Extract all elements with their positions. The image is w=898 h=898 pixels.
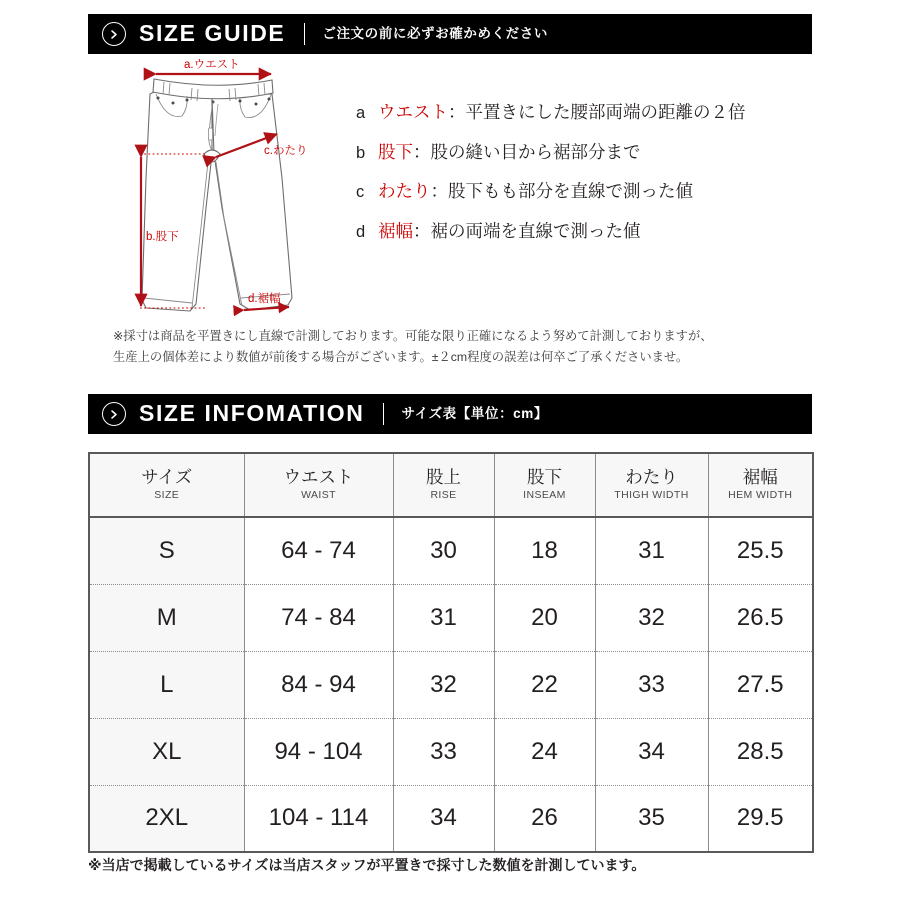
cell-inseam: 24 (494, 718, 595, 785)
cell-inseam: 18 (494, 517, 595, 584)
cell-waist: 74 - 84 (244, 584, 393, 651)
legend-item (356, 104, 812, 122)
cell-waist: 104 - 114 (244, 785, 393, 852)
measurement-disclaimer-line2: 生産上の個体差により数値が前後する場合がございます。±２cm程度の誤差は何卒ご了承くださいませ。 (113, 350, 689, 365)
cell-hem: 29.5 (708, 785, 813, 852)
diagram-label-waist: a.ウエスト (184, 59, 240, 71)
cell-size: L (89, 651, 244, 718)
column-header-hem-width (708, 453, 813, 517)
size-guide-title: SIZE GUIDE (139, 19, 286, 46)
column-header-jp: わたり (625, 466, 678, 487)
size-guide-content (88, 56, 812, 386)
column-header-en: WAIST (301, 488, 336, 501)
column-header-en: THIGH WIDTH (614, 488, 689, 501)
cell-size: XL (89, 718, 244, 785)
column-header-en: HEM WIDTH (728, 488, 793, 501)
table-row (89, 651, 813, 718)
cell-hem: 27.5 (708, 651, 813, 718)
legend-key: c (356, 183, 365, 201)
footer-note: ※当店で掲載しているサイズは当店スタッフが平置きで採寸した数値を計測しています。 (88, 857, 646, 873)
size-information-title: SIZE INFOMATION (139, 399, 365, 426)
column-header-en: RISE (430, 488, 457, 501)
column-header-en: SIZE (154, 488, 180, 501)
legend-description: ：股の縫い目から裾部分まで (413, 141, 641, 162)
table-header-row (89, 453, 813, 517)
cell-thigh: 33 (595, 651, 708, 718)
table-row (89, 718, 813, 785)
circled-chevron-right-icon (102, 402, 126, 426)
cell-waist: 64 - 74 (244, 517, 393, 584)
cell-rise: 30 (393, 517, 494, 584)
table-row (89, 584, 813, 651)
cell-inseam: 20 (494, 584, 595, 651)
legend-term: わたり (378, 181, 431, 201)
cell-thigh: 34 (595, 718, 708, 785)
cell-inseam: 26 (494, 785, 595, 852)
cell-rise: 31 (393, 584, 494, 651)
column-header-en: INSEAM (523, 488, 566, 501)
legend-term: 股下 (378, 141, 413, 162)
cell-inseam: 22 (494, 651, 595, 718)
cell-size: S (89, 517, 244, 584)
cell-hem: 26.5 (708, 584, 813, 651)
cell-waist: 94 - 104 (244, 718, 393, 785)
diagram-label-hem: d.裾幅 (248, 293, 281, 305)
diagram-label-thigh: c.わたり (264, 145, 308, 157)
diagram-label-inseam: b.股下 (146, 231, 179, 243)
column-header-jp: サイズ (141, 466, 193, 487)
column-header-jp: 股下 (527, 466, 562, 487)
table-row (89, 785, 813, 852)
legend-key: b (356, 143, 366, 162)
cell-size: 2XL (89, 785, 244, 852)
cell-thigh: 32 (595, 584, 708, 651)
column-header-thigh-width (595, 453, 708, 517)
legend-item (356, 183, 812, 201)
jeans-measurement-diagram (132, 58, 362, 320)
cell-rise: 32 (393, 651, 494, 718)
header-divider (304, 23, 305, 45)
size-table (88, 452, 814, 853)
legend-term: 裾幅 (378, 220, 413, 241)
cell-rise: 33 (393, 718, 494, 785)
cell-thigh: 31 (595, 517, 708, 584)
column-header-jp: 裾幅 (742, 466, 778, 487)
cell-hem: 28.5 (708, 718, 813, 785)
column-header-inseam (494, 453, 595, 517)
legend-item (356, 141, 812, 162)
legend-description: ：股下もも部分を直線で測った値 (430, 181, 693, 201)
column-header-waist (244, 453, 393, 517)
legend-item (356, 220, 812, 241)
table-row (89, 517, 813, 584)
cell-waist: 84 - 94 (244, 651, 393, 718)
column-header-rise (393, 453, 494, 517)
measurement-legend (356, 104, 812, 262)
measurement-disclaimer-line1: ※採寸は商品を平置きにし直線で計測しております。可能な限り正確になるよう努めて計測しておりますが、 (113, 329, 713, 343)
legend-key: d (356, 222, 366, 241)
cell-size: M (89, 584, 244, 651)
legend-description: ：裾の両端を直線で測った値 (413, 220, 641, 241)
size-information-subtitle: サイズ表【単位：cm】 (401, 406, 548, 422)
column-header-size (89, 453, 244, 517)
legend-key: a (356, 104, 366, 122)
measurement-disclaimer (113, 326, 807, 368)
column-header-jp: ウエスト (283, 466, 354, 487)
circled-chevron-right-icon (102, 22, 126, 46)
legend-description: ：平置きにした腰部両端の距離の２倍 (448, 102, 746, 122)
size-guide-header-bar (88, 14, 812, 54)
legend-term: ウエスト (378, 102, 448, 122)
size-information-header-bar (88, 394, 812, 434)
cell-rise: 34 (393, 785, 494, 852)
size-guide-subtitle: ご注文の前に必ずお確かめください (322, 26, 548, 42)
column-header-jp: 股上 (426, 466, 461, 487)
cell-hem: 25.5 (708, 517, 813, 584)
header-divider (383, 403, 384, 425)
cell-thigh: 35 (595, 785, 708, 852)
